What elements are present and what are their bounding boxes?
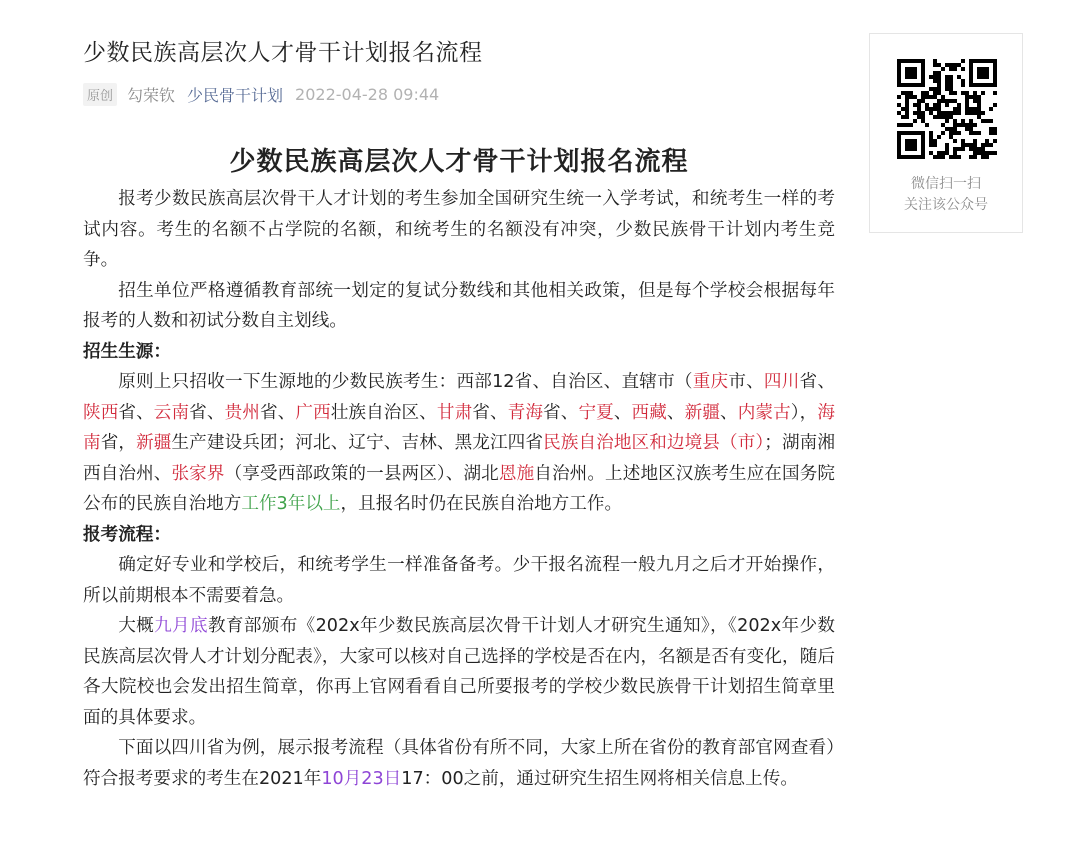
text-segment: 省、 xyxy=(472,402,508,423)
text-segment: ；湖南湘西自治州、 xyxy=(83,433,835,484)
text-segment: 下面以四川省为例，展示报考流程（具体省份有所不同，大家上所在省份的教育部官网查看）符合报考要求的考生在2021年 xyxy=(83,738,835,789)
highlighted-text: 10月23日 xyxy=(321,768,402,789)
text-segment: 省、 xyxy=(543,402,579,423)
text-segment: 17：00之前，通过研究生招生网将相关信息上传。 xyxy=(401,768,798,789)
text-segment: 壮族自治区、 xyxy=(330,402,437,423)
highlighted-text: 青海 xyxy=(507,402,544,423)
qr-panel xyxy=(869,33,1023,233)
text-segment: 省、 xyxy=(799,372,835,392)
highlighted-text: 云南 xyxy=(153,402,190,423)
text-segment: 生产建设兵团；河北、辽宁、吉林、黑龙江四省 xyxy=(171,433,544,453)
text-segment: 大概 xyxy=(118,616,155,636)
qr-code-icon xyxy=(897,59,997,159)
article-meta xyxy=(83,82,439,106)
highlighted-text: 重庆 xyxy=(692,372,729,392)
author-name: 勾荣钦 xyxy=(127,85,176,105)
text-segment: 、 xyxy=(720,402,738,423)
text-segment: （享受西部政策的一县两区）、湖北 xyxy=(224,463,499,484)
text-segment: 原则上只招收一下生源地的少数民族考生：西部12省、自治区、直辖市（ xyxy=(118,372,693,392)
highlighted-text: 四川 xyxy=(763,372,800,392)
qr-caption-line1: 微信扫一扫 xyxy=(911,176,981,192)
text-segment: 省、 xyxy=(118,402,154,423)
account-link[interactable]: 少民骨干计划 xyxy=(187,85,284,105)
highlighted-text: 内蒙古 xyxy=(737,402,791,423)
highlighted-text: 陕西 xyxy=(83,402,119,423)
paragraph-1: 报考少数民族高层次骨干人才计划的考生参加全国研究生统一入学考试，和统考生一样的考试内容。考生的名额不占学院的名额，和统考生的名额没有冲突，少数民族骨干计划内考生竞争。 xyxy=(83,189,835,270)
page-title: 少数民族高层次人才骨干计划报名流程 xyxy=(83,40,483,66)
paragraph-6 xyxy=(83,733,835,794)
paragraph-4: 确定好专业和学校后，和统考学生一样准备备考。少干报名流程一般九月之后才开始操作，所以前期根本不需要着急。 xyxy=(83,555,835,606)
highlighted-text: 广西 xyxy=(295,402,331,423)
section-heading-process: 报考流程： xyxy=(83,524,171,545)
qr-caption xyxy=(870,174,1022,216)
highlighted-text: 新疆 xyxy=(684,402,721,423)
publish-date: 2022-04-28 09:44 xyxy=(295,84,440,104)
highlighted-text: 新疆 xyxy=(136,433,172,453)
highlighted-text: 甘肃 xyxy=(436,402,473,423)
article-title: 少数民族高层次人才骨干计划报名流程 xyxy=(229,147,689,177)
highlighted-text: 贵州 xyxy=(224,402,260,423)
highlighted-text: 民族自治地区和边境县（市） xyxy=(543,433,765,453)
original-badge: 原创 xyxy=(83,83,117,106)
text-segment: 省、 xyxy=(259,402,296,423)
highlighted-text: 工作3年以上 xyxy=(241,494,341,514)
text-segment: 省， xyxy=(100,433,137,453)
text-segment: ，且报名时仍在民族自治地方工作。 xyxy=(340,494,623,514)
highlighted-text: 恩施 xyxy=(498,463,535,484)
paragraph-2: 招生单位严格遵循教育部统一划定的复试分数线和其他相关政策，但是每个学校会根据每年报考的人数和初试分数自主划线。 xyxy=(83,280,835,331)
highlighted-text: 宁夏 xyxy=(578,402,614,423)
text-segment: 市、 xyxy=(728,372,764,392)
article-body xyxy=(83,140,835,794)
highlighted-text: 西藏 xyxy=(631,402,667,423)
text-segment: 省、 xyxy=(189,402,225,423)
text-segment: 、 xyxy=(613,402,632,423)
highlighted-text: 张家界 xyxy=(171,463,225,484)
text-segment: 、 xyxy=(666,402,685,423)
highlighted-text: 海南 xyxy=(83,402,835,453)
qr-caption-line2: 关注该公众号 xyxy=(904,197,988,213)
text-segment: ）， xyxy=(790,402,818,423)
paragraph-5 xyxy=(83,611,835,733)
highlighted-text: 九月底 xyxy=(154,616,208,636)
text-segment: 自治州。上述地区汉族考生应在国务院公布的民族自治地方 xyxy=(83,463,835,514)
paragraph-3 xyxy=(83,367,835,520)
text-segment: 教育部颁布《202x年少数民族高层次骨干计划人才研究生通知》，《202x年少数民族高层次骨人才计划分配表》，大家可以核对自己选择的学校是否在内，名额是否有变化，随后各大院校也会发出招生简章，你再上官网看看自己所要报考的学校少数民族骨干计划招生简章里面的具体要求。 xyxy=(83,616,835,728)
section-heading-sources: 招生生源： xyxy=(83,341,171,362)
